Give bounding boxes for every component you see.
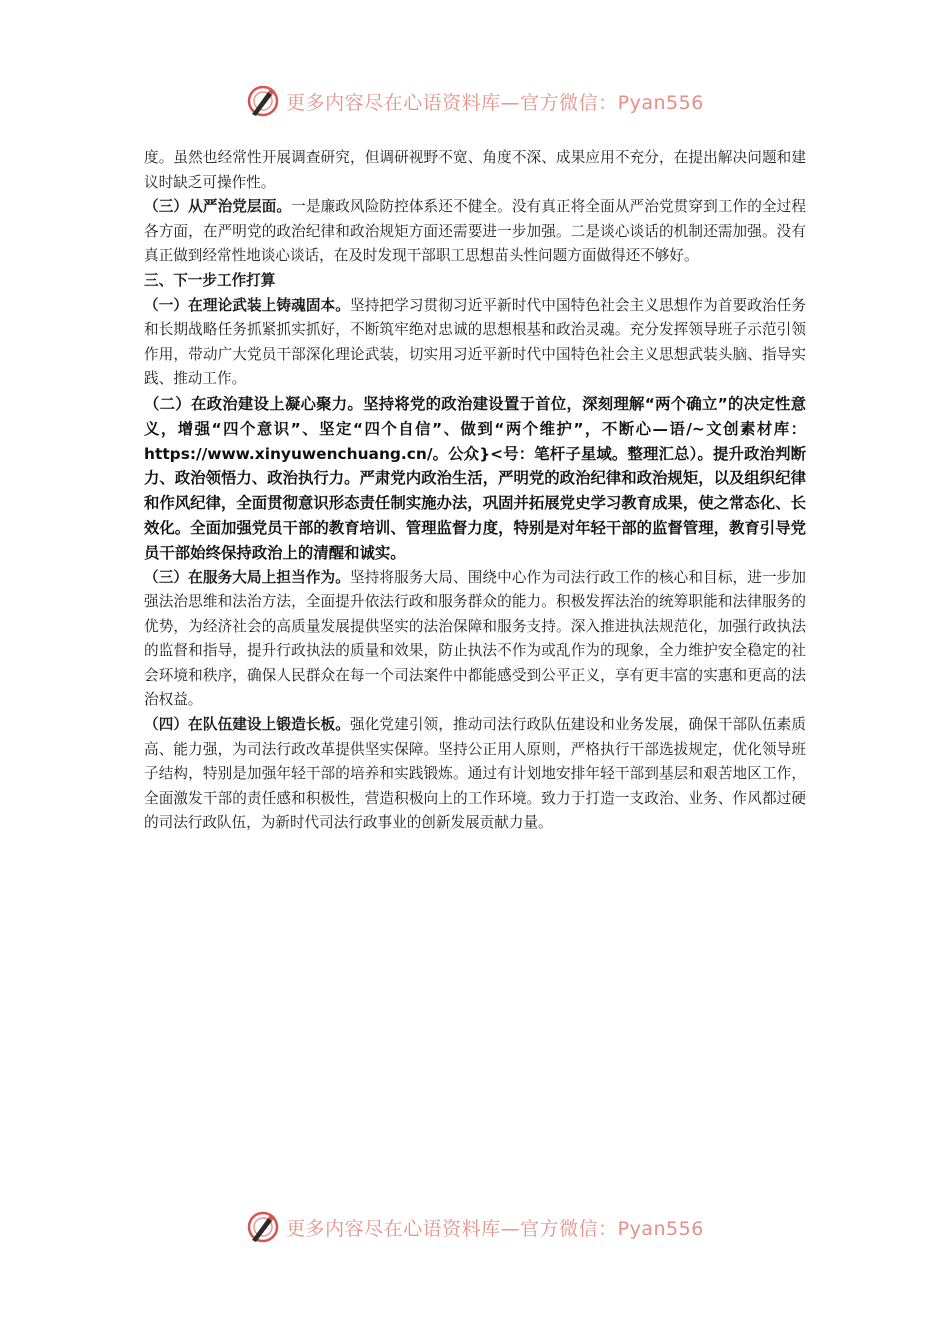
paragraph-heading: （三）从严治党层面。: [144, 198, 292, 216]
paragraph-text: 坚持将服务大局、围绕中心作为司法行政工作的核心和目标，进一步加强法治思维和法治方法，全面提升依法行政和服务群众的能力。积极发挥法治的统筹职能和法律服务的优势，为经济社会的高质量发展提供坚实的法治保障和服务支持。深入推进执法规范化，加强行政执法的监督和指导，提升行政执法的质量和效果，防止执法不作为或乱作为的现象，全力维护安全稳定的社会环境和秩序，确保人民群众在每一个司法案件中都能感受到公平正义，享有更丰富的实惠和更高的法治权益。: [144, 568, 806, 709]
paragraph: [144, 713, 806, 836]
footer-banner: [0, 1210, 950, 1244]
pen-logo-icon: [246, 1210, 280, 1244]
paragraph: [144, 566, 806, 714]
paragraph-text: 一是廉政风险防控体系还不健全。没有真正将全面从严治党贯穿到工作的全过程各方面，在严明党的政治纪律和政治规矩方面还需要进一步加强。二是谈心谈话的机制还需加强。没有真正做到经常性地谈心谈话，在及时发现干部职工思想苗头性问题方面做得还不够好。: [144, 198, 806, 265]
paragraph-text: 坚持将党的政治建设置于首位，深刻理解“两个确立”的决定性意义，增强“四个意识”、坚定“四个自信”、做到“两个维护”，不断心—语/~文创素材库：https://www.xinyuwenchuang.cn/。公众}<号：笔杆子星域。整理汇总）。提升政治判断力、政治领悟力、政治执行力。严肃党内政治生活，严明党的政治纪律和政治规矩，以及组织纪律和作风纪律，全面贯彻意识形态责任制实施办法，巩固并拓展党史学习教育成果，使之常态化、长效化。全面加强党员干部的教育培训、管理监督力度，特别是对年轻干部的监督管理，教育引导党员干部始终保持政治上的清醒和诚实。: [144, 394, 806, 562]
footer-banner-text: 更多内容尽在心语资料库—官方微信：Pyan556: [286, 1217, 704, 1240]
document-body: [144, 146, 806, 836]
paragraph: [144, 392, 806, 566]
paragraph-heading: （一）在理论武装上铸魂固本。: [144, 296, 350, 314]
paragraph-text: 强化党建引领，推动司法行政队伍建设和业务发展，确保干部队伍素质高、能力强，为司法行政改革提供坚实保障。坚持公正用人原则，严格执行干部选拔规定，优化领导班子结构，特别是加强年轻干部的培养和实践锻炼。通过有计划地安排年轻干部到基层和艰苦地区工作，全面激发干部的责任感和积极性，营造积极向上的工作环境。致力于打造一支政治、业务、作风都过硬的司法行政队伍，为新时代司法行政事业的创新发展贡献力量。: [144, 716, 806, 832]
paragraph-text: 度。虽然也经常性开展调查研究，但调研视野不宽、角度不深、成果应用不充分，在提出解决问题和建议时缺乏可操作性。: [144, 149, 806, 191]
header-banner-text: 更多内容尽在心语资料库—官方微信：Pyan556: [286, 91, 704, 114]
header-banner: [0, 84, 950, 118]
pen-logo-icon: [246, 84, 280, 118]
paragraph-heading: （三）在服务大局上担当作为。: [144, 568, 350, 586]
paragraph: [144, 294, 806, 392]
paragraph: [144, 195, 806, 269]
paragraph-heading: （四）在队伍建设上锻造长板。: [144, 716, 350, 734]
section-title: 三、下一步工作打算: [144, 271, 276, 289]
paragraph: [144, 146, 806, 195]
paragraph-heading: （二）在政治建设上凝心聚力。: [144, 394, 364, 413]
paragraph-text: 坚持把学习贯彻习近平新时代中国特色社会主义思想作为首要政治任务和长期战略任务抓紧抓实抓好，不断筑牢绝对忠诚的思想根基和政治灵魂。充分发挥领导班子示范引领作用，带动广大党员干部深化理论武装，切实用习近平新时代中国特色社会主义思想武装头脑、指导实践、推动工作。: [144, 296, 806, 388]
